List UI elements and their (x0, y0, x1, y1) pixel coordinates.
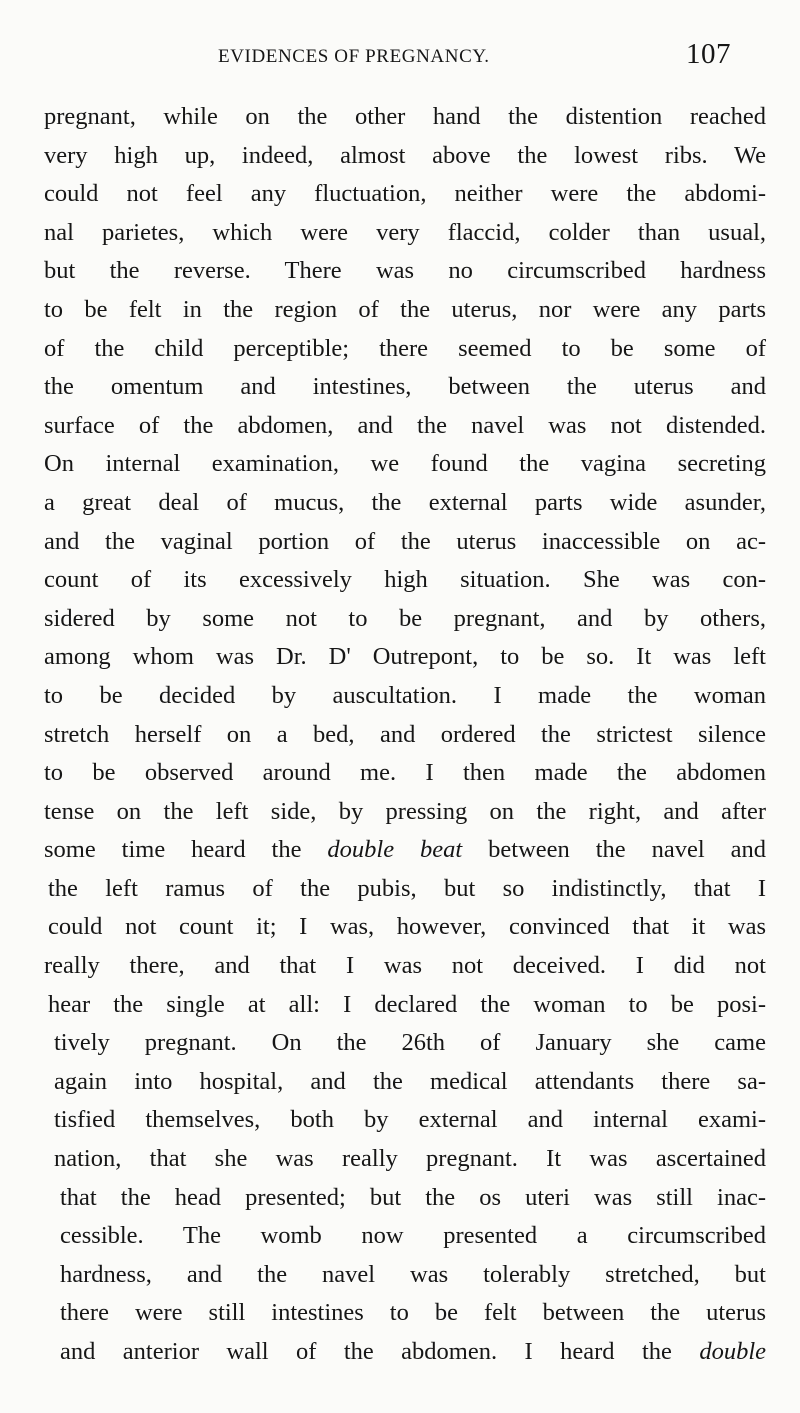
text-line: of the child perceptible; there seemed to be some of (44, 334, 766, 362)
text-line: could not count it; I was, however, convinced that it was (48, 913, 766, 941)
text-line: a great deal of mucus, the external parts wide asunder, (44, 488, 766, 516)
text-line: to be felt in the region of the uterus, nor were any parts (44, 295, 766, 323)
text-line: really there, and that I was not deceived. I did not (44, 952, 766, 980)
text-line: and the vaginal portion of the uterus inaccessible on ac- (44, 527, 766, 555)
text-line: nation, that she was really pregnant. It was ascertained (54, 1145, 766, 1173)
text-line: stretch herself on a bed, and ordered the strictest silence (44, 720, 766, 748)
text-line: pregnant, while on the other hand the distention reached (44, 103, 766, 130)
text-line: and anterior wall of the abdomen. I heard the double (60, 1338, 766, 1365)
italic-text: double (699, 1338, 766, 1365)
text-line: that the head presented; but the os uteri was still inac- (60, 1183, 766, 1211)
body-text (44, 98, 766, 1372)
text-line: sidered by some not to be pregnant, and by others, (44, 604, 766, 632)
text-line: again into hospital, and the medical attendants there sa- (54, 1067, 766, 1095)
text-line: the omentum and intestines, between the uterus and (44, 373, 766, 401)
text-line: On internal examination, we found the vagina secreting (44, 450, 766, 478)
text-line: cessible. The womb now presented a circumscribed (60, 1222, 766, 1250)
text-line: but the reverse. There was no circumscribed hardness (44, 257, 766, 285)
text-line: hardness, and the navel was tolerably stretched, but (60, 1260, 766, 1288)
italic-text: double beat (327, 836, 463, 864)
text-line: there were still intestines to be felt between the uterus (60, 1299, 766, 1327)
text-line: the left ramus of the pubis, but so indistinctly, that I (48, 874, 766, 902)
text-line: surface of the abdomen, and the navel was not distended. (44, 411, 766, 439)
text-line: could not feel any fluctuation, neither were the abdomi- (44, 180, 766, 208)
running-header-title: EVIDENCES OF PREGNANCY. (218, 46, 490, 67)
text-line: among whom was Dr. D' Outrepont, to be so. It was left (44, 643, 766, 671)
text-line: nal parietes, which were very flaccid, colder than usual, (44, 218, 766, 246)
text-line: hear the single at all: I declared the woman to be posi- (48, 990, 766, 1018)
text-line: tively pregnant. On the 26th of January she came (54, 1029, 766, 1057)
text-line: to be observed around me. I then made the abdomen (44, 759, 766, 787)
text-line: very high up, indeed, almost above the lowest ribs. We (44, 141, 766, 169)
text-line: to be decided by auscultation. I made the woman (44, 681, 766, 709)
text-line: tisfied themselves, both by external and internal exami- (54, 1106, 766, 1134)
text-line: count of its excessively high situation. She was con- (44, 566, 766, 594)
page-number: 107 (686, 38, 731, 70)
text-line: tense on the left side, by pressing on the right, and after (44, 797, 766, 825)
running-header (0, 38, 800, 78)
text-line: some time heard the double beat between the navel and (44, 836, 766, 864)
